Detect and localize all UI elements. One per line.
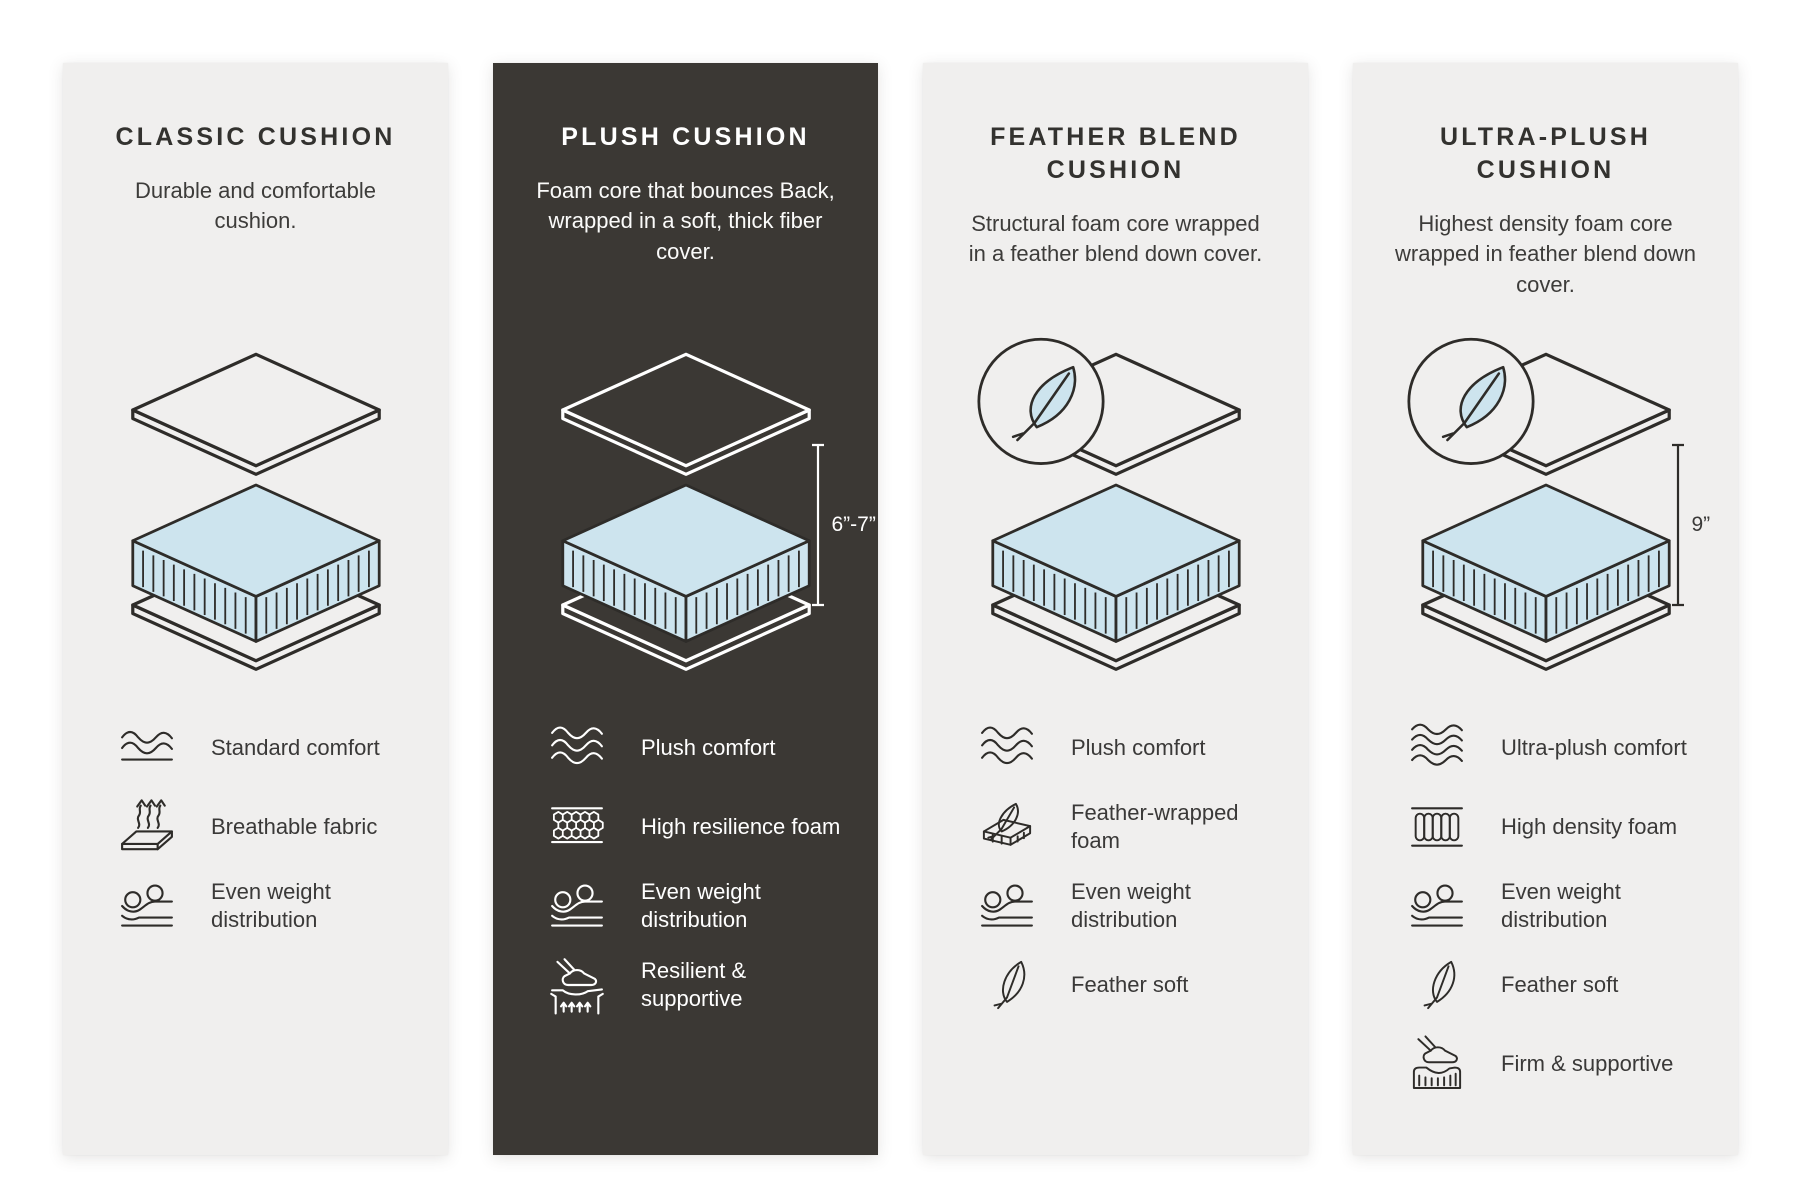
- resilient-supportive-icon: [545, 953, 609, 1017]
- feature-label: Plush comfort: [641, 734, 776, 760]
- resilience-foam-icon: [545, 795, 609, 859]
- card-description: Foam core that bounces Back, wrapped in a soft, thick fiber cover.: [536, 178, 835, 264]
- layered-cushion-diagram: [536, 335, 836, 689]
- firm-supportive-icon: [1405, 1032, 1469, 1096]
- cushion-card-classic: [63, 63, 448, 1155]
- comfort-waves-3-icon: [545, 716, 609, 780]
- feature-item: [1405, 1031, 1704, 1097]
- even-weight-icon: [1405, 874, 1469, 938]
- thickness-measurement: [1670, 443, 1711, 607]
- cushion-layers: [562, 354, 808, 669]
- feature-item: [1405, 715, 1704, 781]
- layered-cushion-diagram: [106, 335, 406, 689]
- feature-label: Even weight distribution: [1501, 878, 1621, 932]
- feature-item: [545, 794, 844, 860]
- thickness-label: 6”-7”: [831, 513, 876, 536]
- feature-item: [975, 794, 1274, 860]
- breathable-fabric-icon: [115, 795, 179, 859]
- feather-badge: [1408, 339, 1532, 463]
- card-description: Structural foam core wrapped in a feather blend down cover.: [968, 211, 1263, 267]
- cushion-layers: [1408, 339, 1668, 669]
- feather-soft-icon: [1405, 953, 1469, 1017]
- cushion-layers: [978, 339, 1238, 669]
- cushion-illustration: [966, 335, 1266, 689]
- feature-label: Breathable fabric: [211, 813, 378, 839]
- cushion-layers: [132, 354, 378, 669]
- cushion-illustration: [1396, 335, 1711, 689]
- feature-item: [115, 715, 414, 781]
- card-description: Durable and comfortable cushion.: [135, 178, 376, 234]
- feature-item: [975, 952, 1274, 1018]
- feature-item: [545, 952, 844, 1018]
- feature-item: [545, 873, 844, 939]
- card-header: [97, 121, 414, 309]
- card-title: FEATHER BLEND CUSHION: [990, 123, 1241, 184]
- feature-list: [1387, 715, 1704, 1097]
- feature-item: [1405, 952, 1704, 1018]
- feature-item: [1405, 794, 1704, 860]
- even-weight-icon: [115, 874, 179, 938]
- feather-soft-icon: [975, 953, 1039, 1017]
- feature-label: Even weight distribution: [641, 878, 761, 932]
- feature-label: Even weight distribution: [211, 878, 331, 932]
- card-header: [957, 121, 1274, 309]
- feature-item: [975, 873, 1274, 939]
- card-title: CLASSIC CUSHION: [115, 123, 396, 151]
- card-header: [1387, 121, 1704, 309]
- feature-label: Ultra-plush comfort: [1501, 734, 1687, 760]
- cushion-card-ultra-plush: [1353, 63, 1738, 1155]
- top-layer: [562, 354, 808, 465]
- feature-label: High density foam: [1501, 813, 1678, 839]
- comfort-waves-3-icon: [975, 716, 1039, 780]
- card-description: Highest density foam core wrapped in feather blend down cover.: [1395, 211, 1696, 297]
- feature-item: [115, 794, 414, 860]
- card-header: [527, 121, 844, 309]
- feature-item: [115, 873, 414, 939]
- feature-label: Plush comfort: [1071, 734, 1206, 760]
- feather-wrapped-foam-icon: [975, 795, 1039, 859]
- feature-label: Standard comfort: [211, 734, 380, 760]
- feature-label: Firm & supportive: [1501, 1050, 1674, 1076]
- feature-list: [527, 715, 844, 1018]
- even-weight-icon: [975, 874, 1039, 938]
- cushion-card-feather-blend: [923, 63, 1308, 1155]
- card-title: PLUSH CUSHION: [561, 123, 810, 151]
- comfort-waves-2-icon: [115, 716, 179, 780]
- feature-label: Resilient & supportive: [641, 957, 747, 1011]
- layered-cushion-diagram: [1396, 335, 1696, 689]
- feature-list: [957, 715, 1274, 1018]
- cushion-illustration: [536, 335, 876, 689]
- feature-item: [975, 715, 1274, 781]
- feature-label: Feather soft: [1071, 971, 1189, 997]
- measure-line-icon: [1670, 443, 1686, 607]
- top-layer: [132, 354, 378, 465]
- comfort-waves-4-icon: [1405, 716, 1469, 780]
- feather-badge: [978, 339, 1102, 463]
- cushion-card-plush: [493, 63, 878, 1155]
- even-weight-icon: [545, 874, 609, 938]
- feature-item: [1405, 873, 1704, 939]
- cushion-illustration: [106, 335, 406, 689]
- feature-item: [545, 715, 844, 781]
- layered-cushion-diagram: [966, 335, 1266, 689]
- feature-label: High resilience foam: [641, 813, 841, 839]
- high-density-foam-icon: [1405, 795, 1469, 859]
- feature-label: Feather-wrapped foam: [1071, 799, 1239, 853]
- card-title: ULTRA-PLUSH CUSHION: [1439, 123, 1652, 184]
- thickness-label: 9”: [1691, 513, 1711, 536]
- feature-label: Even weight distribution: [1071, 878, 1191, 932]
- feature-list: [97, 715, 414, 939]
- thickness-measurement: [810, 443, 876, 607]
- measure-line-icon: [810, 443, 826, 607]
- feature-label: Feather soft: [1501, 971, 1619, 997]
